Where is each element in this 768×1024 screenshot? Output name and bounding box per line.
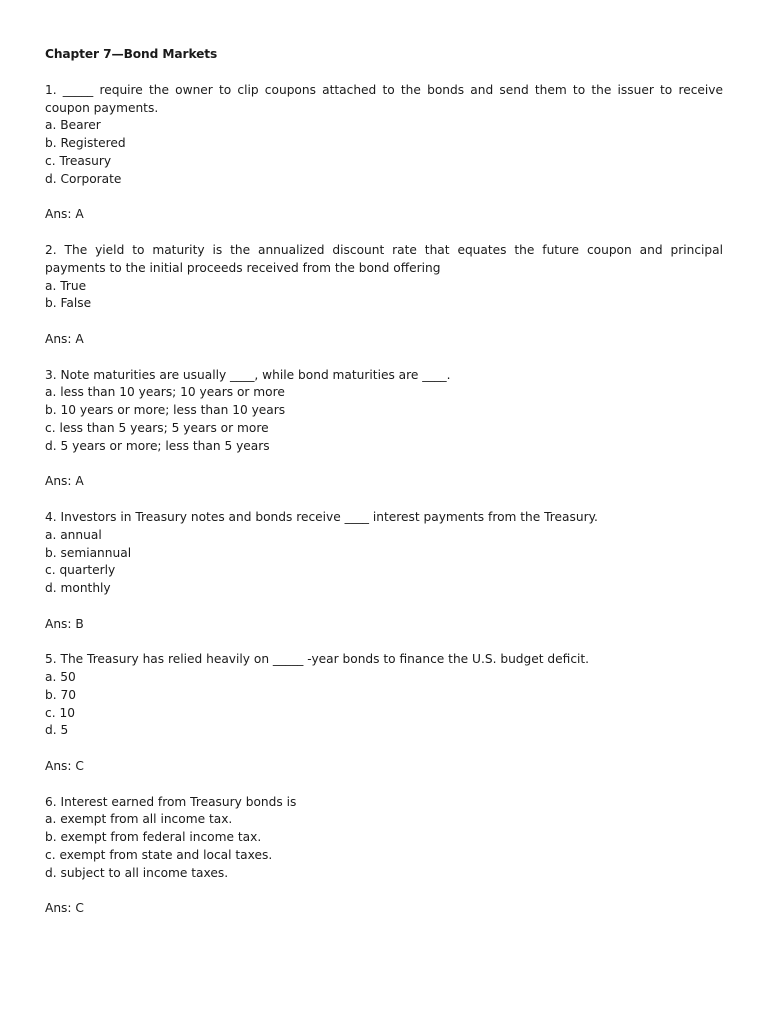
question-text: 5. The Treasury has relied heavily on _____ -year bonds to finance the U.S. budget deficit. [45, 652, 590, 667]
answer-option: b. exempt from federal income tax. [45, 830, 262, 845]
answer-key: Ans: C [45, 759, 84, 774]
answer-option: c. Treasury [45, 153, 112, 168]
answer-key: Ans: B [45, 616, 84, 631]
question-1 [45, 82, 723, 224]
question-text: 3. Note maturities are usually ____, while bond maturities are ____. [45, 367, 451, 382]
answer-option: d. monthly [45, 581, 111, 596]
answer-option: d. 5 [45, 723, 69, 738]
answer-option: c. 10 [45, 705, 75, 720]
answer-key: Ans: A [45, 331, 84, 346]
question-3 [45, 367, 723, 492]
answer-option: b. False [45, 296, 92, 311]
question-4 [45, 509, 723, 634]
question-2 [45, 242, 723, 349]
answer-option: a. less than 10 years; 10 years or more [45, 385, 285, 400]
answer-key: Ans: C [45, 901, 84, 916]
answer-option: d. Corporate [45, 171, 122, 186]
answer-option: b. semiannual [45, 545, 132, 560]
question-text: 1. _____ require the owner to clip coupons attached to the bonds and send them to the issuer to receive coupon payments. [45, 82, 723, 115]
question-text: 2. The yield to maturity is the annualized discount rate that equates the future coupon and principal payments to the initial proceeds received from the bond offering [45, 242, 723, 275]
answer-option: a. exempt from all income tax. [45, 812, 233, 827]
answer-option: d. subject to all income taxes. [45, 865, 229, 880]
question-6 [45, 794, 723, 919]
question-text: 6. Interest earned from Treasury bonds is [45, 794, 297, 809]
answer-option: a. annual [45, 527, 102, 542]
answer-key: Ans: A [45, 474, 84, 489]
document-page [45, 46, 723, 936]
chapter-title: Chapter 7—Bond Markets [45, 47, 218, 61]
answer-option: d. 5 years or more; less than 5 years [45, 438, 270, 453]
question-text: 4. Investors in Treasury notes and bonds receive ____ interest payments from the Treasury. [45, 509, 598, 524]
answer-option: c. quarterly [45, 563, 116, 578]
answer-option: c. less than 5 years; 5 years or more [45, 420, 269, 435]
answer-option: a. 50 [45, 670, 76, 685]
answer-key: Ans: A [45, 207, 84, 222]
answer-option: b. 70 [45, 687, 76, 702]
answer-option: b. Registered [45, 136, 126, 151]
question-5 [45, 651, 723, 776]
answer-option: b. 10 years or more; less than 10 years [45, 403, 286, 418]
answer-option: a. True [45, 278, 87, 293]
answer-option: a. Bearer [45, 118, 101, 133]
answer-option: c. exempt from state and local taxes. [45, 848, 273, 863]
